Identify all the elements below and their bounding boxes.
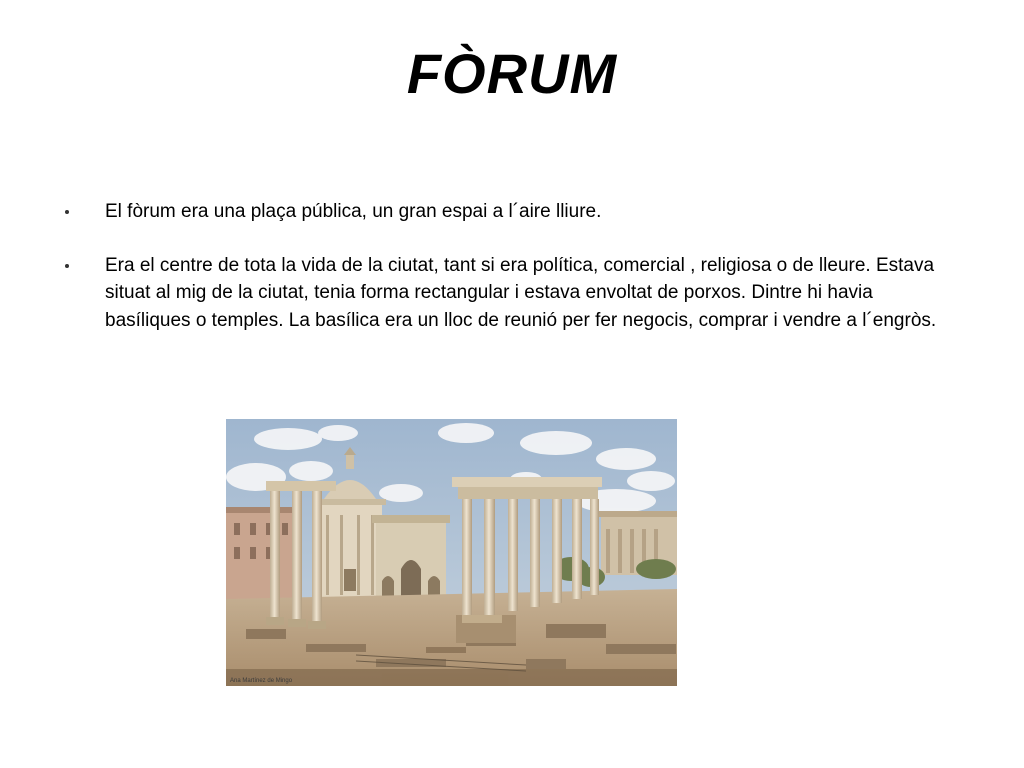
photo-credit: Ana Martínez de Mingo — [230, 678, 293, 684]
bullet-dot-icon — [65, 210, 69, 214]
bullet-text: Era el centre de tota la vida de la ciutat, tant si era política, comercial , religiosa o de lleure. Estava situat al mig de la ciutat, tenia forma rectangular i estava envoltat de porxos. Dintre hi havia basíliques o temples. La basílica era un lloc de reunió per fer negocis, comprar i vendre a l´engròs. — [105, 254, 937, 331]
buildings-left — [226, 507, 296, 607]
bullet-list — [62, 198, 962, 334]
roman-forum-photo — [226, 419, 677, 686]
triumphal-arch — [372, 515, 450, 605]
bullet-item — [62, 252, 962, 335]
slide-title: FÒRUM — [406, 42, 618, 105]
bullet-dot-icon — [65, 264, 69, 268]
bullet-text: El fòrum era una plaça pública, un gran espai a l´aire lliure. — [105, 201, 602, 222]
bullet-item — [62, 198, 962, 226]
